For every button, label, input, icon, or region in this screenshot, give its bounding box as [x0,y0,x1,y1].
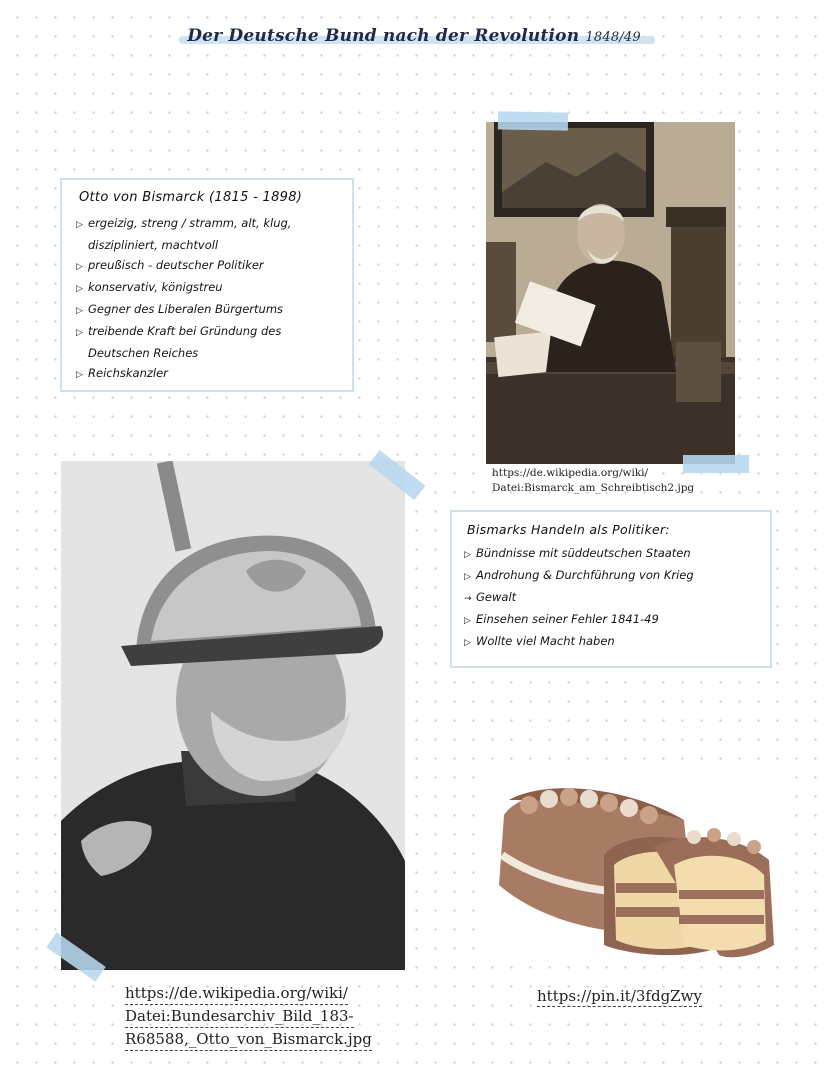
page-title-wrap [0,26,828,46]
bismarck-portrait-illustration [61,461,405,970]
triangle-bullet-icon: ▷ [76,328,83,338]
caption-line: https://de.wikipedia.org/wiki/ [125,982,348,1005]
list-item [464,631,758,653]
list-item-text: Einsehen seiner Fehler 1841-49 [476,612,659,626]
triangle-bullet-icon: ▷ [464,550,471,560]
caption-line: https://de.wikipedia.org/wiki/ [492,467,649,479]
list-item [464,565,758,587]
list-item-text: Wollte viel Macht haben [476,634,615,648]
triangle-bullet-icon: ▷ [76,370,83,380]
bismarck-desk-illustration [486,122,735,464]
bismarck-cake-photo [484,775,790,965]
page-title-year: 1848/49 [585,30,641,45]
list-item [464,543,758,565]
list-item [464,609,758,631]
politician-notes-heading [464,522,758,537]
politician-notes-box [450,510,772,668]
bismarck-notes-box [60,178,354,392]
bismarck-desk-photo [486,122,735,464]
list-item-text: Gegner des Liberalen Bürgertums [88,302,284,316]
bismarck-notes-heading [76,190,338,205]
politician-notes-list [464,543,758,653]
list-item [76,277,338,299]
bismarck-notes-list [76,213,338,385]
list-item-text: Bündnisse mit süddeutschen Staaten [476,546,691,560]
list-item [76,255,338,277]
triangle-bullet-icon: ▷ [76,220,83,230]
triangle-bullet-icon: ▷ [464,638,471,648]
list-item-text: diszipliniert, machtvoll [88,238,219,252]
list-item-text: treibende Kraft bei Gründung des [88,324,282,338]
politician-notes-heading-text: Bismarks Handeln als Politiker: [464,522,673,537]
list-item-text: ergeizig, streng / stramm, alt, klug, [88,216,292,230]
list-item-text: Reichskanzler [88,366,168,380]
list-item-text: Deutschen Reiches [88,346,199,360]
list-item-text: Gewalt [476,590,517,604]
list-item [76,343,338,363]
list-item [76,321,338,343]
tape-strip [498,111,568,130]
arrow-right-icon: → [464,594,472,604]
bismarck-helmet-portrait [61,461,405,970]
cake-photo-caption [537,986,702,1007]
page-title-text: Der Deutsche Bund nach der Revolution [187,26,580,46]
helmet-photo-caption [125,982,372,1051]
list-item [76,363,338,385]
triangle-bullet-icon: ▷ [76,284,83,294]
triangle-bullet-icon: ▷ [76,262,83,272]
page-title [183,26,645,46]
list-item [76,299,338,321]
list-item [464,587,758,609]
triangle-bullet-icon: ▷ [464,616,471,626]
cake-illustration [484,775,790,965]
bismarck-notes-heading-text: Otto von Bismarck (1815 - 1898) [76,190,305,205]
list-item [76,235,338,255]
list-item-text: Androhung & Durchführung von Krieg [476,568,694,582]
caption-line: Datei:Bismarck_am_Schreibtisch2.jpg [492,482,695,494]
triangle-bullet-icon: ▷ [464,572,471,582]
caption-line: Datei:Bundesarchiv_Bild_183- [125,1005,354,1028]
caption-line: R68588,_Otto_von_Bismarck.jpg [125,1028,372,1051]
triangle-bullet-icon: ▷ [76,306,83,316]
list-item [76,213,338,235]
desk-photo-caption [492,466,694,496]
list-item-text: konservativ, königstreu [88,280,223,294]
list-item-text: preußisch - deutscher Politiker [88,258,264,272]
caption-line: https://pin.it/3fdgZwy [537,987,702,1005]
